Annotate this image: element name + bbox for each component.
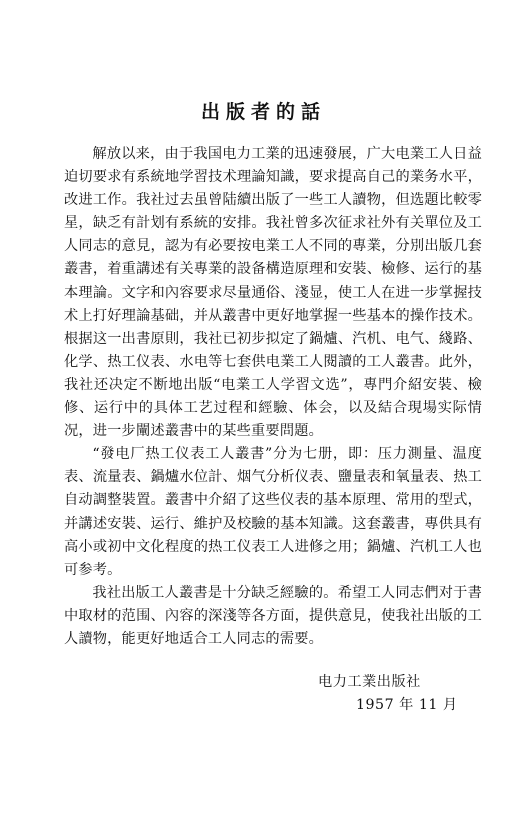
document-body [64,143,482,651]
paragraph-1: 解放以来，由于我国电力工業的迅速發展，广大电業工人日益迫切要求有系統地学習技术理論知識，要求提高自己的業务水平，改进工作。我社过去虽曾陆續出版了一些工人讀物，但选題比較零星，缺乏有計划有系統的安排。我社曾多次征求社外有关單位及工人同志的意見，認为有必要按电業工人不同的專業，分別出版几套叢書，着重講述有关專業的設备構造原理和安裝、檢修、运行的基本理論。文字和內容要求尽量通俗、淺显，使工人在进一步掌握技术上打好理論基础，并从叢書中更好地掌握一些基本的操作技术。根据这一出書原則，我社已初步拟定了鍋爐、汽机、电气、綫路、化学、热工仪表、水电等七套供电業工人閱讀的工人叢書。此外，我社还决定不断地出版“电業工人学習文选”，專門介紹安裝、檢修、运行中的具体工艺过程和經驗、体会，以及結合現場实际情况，进一步闡述叢書中的某些重要問題。 [64,146,482,440]
publisher-signature: 电力工業出版社 [318,674,421,690]
paragraph-2: “發电厂热工仪表工人叢書”分为七册，即：压力測量、温度表、流量表、鍋爐水位計、烟气分析仪表、鹽量表和氧量表、热工自动調整裝置。叢書中介紹了这些仪表的基本原理、常用的型式，并講述安裝、运行、維护及校驗的基本知識。这套叢書，專供具有高小或初中文化程度的热工仪表工人进修之用；鍋爐、汽机工人也可参考。 [64,446,482,578]
publication-date: 1957 年 11 月 [356,697,458,713]
page-title: 出版者的話 [200,101,326,123]
paragraph-3: 我社出版工人叢書是十分缺乏經驗的。希望工人同志們对于書中取材的范围、內容的深淺等各方面，提供意見，使我社出版的工人讀物，能更好地适合工人同志的需要。 [64,584,482,647]
